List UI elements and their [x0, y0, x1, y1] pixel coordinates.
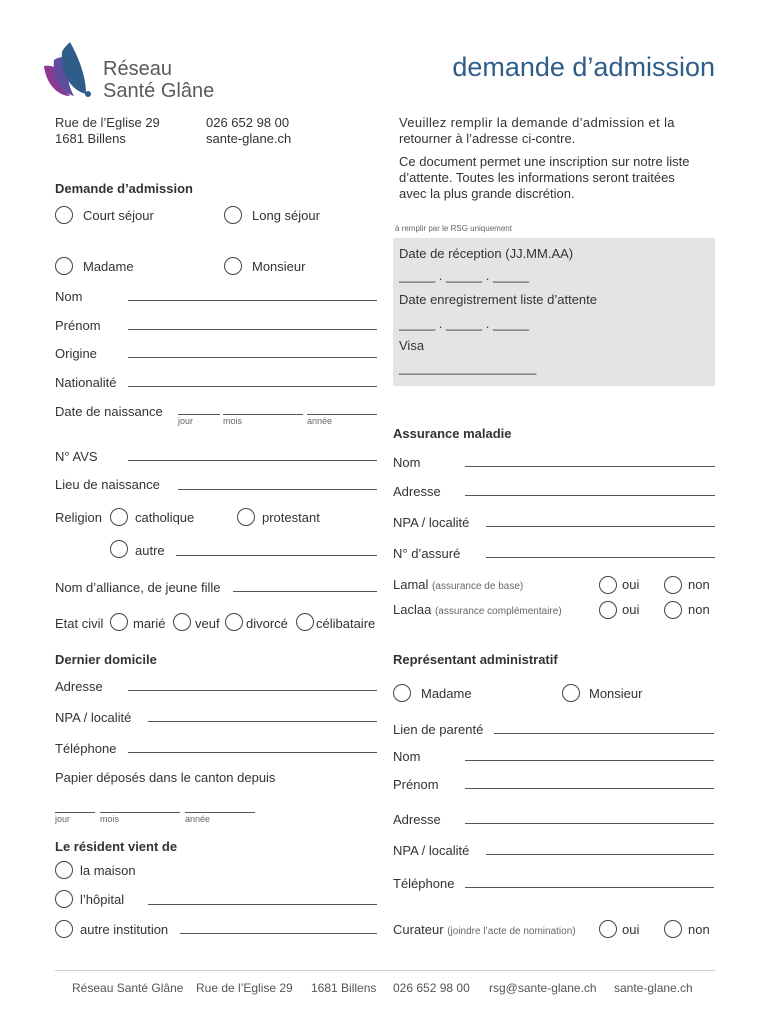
veuf-radio[interactable]: [173, 613, 191, 631]
nom-field[interactable]: [128, 300, 377, 301]
laclaa-oui-radio[interactable]: [599, 601, 617, 619]
laclaa-non-radio[interactable]: [664, 601, 682, 619]
institution-label: autre institution: [80, 922, 169, 937]
rep-telephone-field[interactable]: [465, 887, 714, 888]
intro-line: Veuillez remplir la demande d’admission et la: [399, 115, 675, 130]
mois-caption: mois: [223, 416, 243, 426]
rsg-box: [393, 238, 715, 386]
avs-field[interactable]: [128, 460, 377, 461]
curateur-text: Curateur: [393, 922, 444, 937]
footer-name: Réseau Santé Glâne: [72, 981, 184, 995]
veuf-label: veuf: [195, 616, 220, 631]
assurance-heading: Assurance maladie: [393, 426, 512, 441]
visa-label: Visa: [399, 338, 425, 353]
nationalite-label: Nationalité: [55, 375, 117, 390]
date-naissance-label: Date de naissance: [55, 404, 163, 419]
papier-mois-field[interactable]: [100, 812, 180, 813]
institution-radio[interactable]: [55, 920, 73, 938]
institution-field[interactable]: [180, 933, 377, 934]
assure-label: N° d’assuré: [393, 546, 461, 561]
autre-religion-field[interactable]: [176, 555, 377, 556]
alliance-label: Nom d’alliance, de jeune fille: [55, 580, 221, 595]
madame-radio[interactable]: [55, 257, 73, 275]
rep-adresse-label: Adresse: [393, 812, 441, 827]
rep-prenom-field[interactable]: [465, 788, 714, 789]
curateur-oui-radio[interactable]: [599, 920, 617, 938]
naissance-jour-field[interactable]: [178, 414, 220, 415]
intro-line: d’attente. Toutes les informations seront traitées: [399, 170, 675, 185]
rep-adresse-field[interactable]: [465, 823, 714, 824]
domicile-npa-label: NPA / localité: [55, 710, 132, 725]
lamal-oui-label: oui: [622, 577, 640, 592]
domicile-npa-field[interactable]: [148, 721, 377, 722]
rep-nom-label: Nom: [393, 749, 421, 764]
logo: [40, 38, 100, 100]
rep-monsieur-label: Monsieur: [589, 686, 643, 701]
hopital-radio[interactable]: [55, 890, 73, 908]
divorce-radio[interactable]: [225, 613, 243, 631]
address-city: 1681 Billens: [55, 131, 126, 146]
curateur-oui-label: oui: [622, 922, 640, 937]
domicile-telephone-label: Téléphone: [55, 741, 117, 756]
lien-label: Lien de parenté: [393, 722, 484, 737]
rep-madame-label: Madame: [421, 686, 472, 701]
catholique-radio[interactable]: [110, 508, 128, 526]
rep-telephone-label: Téléphone: [393, 876, 455, 891]
jour-caption: jour: [178, 416, 194, 426]
catholique-label: catholique: [135, 510, 195, 525]
domicile-heading: Dernier domicile: [55, 652, 157, 667]
monsieur-radio[interactable]: [224, 257, 242, 275]
court-sejour-label: Court séjour: [83, 208, 154, 223]
papier-annee-field[interactable]: [185, 812, 255, 813]
footer-web: sante-glane.ch: [614, 981, 693, 995]
nationalite-field[interactable]: [128, 386, 377, 387]
origine-label: Origine: [55, 346, 97, 361]
lamal-text: Lamal: [393, 577, 429, 592]
alliance-field[interactable]: [233, 591, 377, 592]
court-sejour-radio[interactable]: [55, 206, 73, 224]
footer-email: rsg@sante-glane.ch: [489, 981, 597, 995]
curateur-non-radio[interactable]: [664, 920, 682, 938]
enregistrement-blank[interactable]: _____ . _____ . _____: [399, 316, 530, 331]
celibataire-radio[interactable]: [296, 613, 314, 631]
protestant-label: protestant: [262, 510, 320, 525]
assurance-adresse-label: Adresse: [393, 484, 441, 499]
domicile-telephone-field[interactable]: [128, 752, 377, 753]
papier-jour-field[interactable]: [55, 812, 95, 813]
monsieur-label: Monsieur: [252, 259, 306, 274]
curateur-non-label: non: [688, 922, 710, 937]
reception-label: Date de réception (JJ.MM.AA): [399, 246, 574, 261]
reception-blank[interactable]: _____ . _____ . _____: [399, 268, 530, 283]
assurance-npa-label: NPA / localité: [393, 515, 470, 530]
rep-npa-label: NPA / localité: [393, 843, 470, 858]
intro-line: retourner à l’adresse ci-contre.: [399, 131, 576, 146]
footer-phone: 026 652 98 00: [393, 981, 470, 995]
rep-nom-field[interactable]: [465, 760, 714, 761]
assurance-adresse-field[interactable]: [465, 495, 715, 496]
prenom-field[interactable]: [128, 329, 377, 330]
laclaa-non-label: non: [688, 602, 710, 617]
annee-caption: année: [307, 416, 333, 426]
maison-radio[interactable]: [55, 861, 73, 879]
representant-heading: Représentant administratif: [393, 652, 558, 667]
assurance-nom-label: Nom: [393, 455, 421, 470]
long-sejour-radio[interactable]: [224, 206, 242, 224]
admission-heading: Demande d’admission: [55, 181, 193, 196]
resident-heading: Le résident vient de: [55, 839, 178, 854]
domicile-adresse-label: Adresse: [55, 679, 103, 694]
intro-line: Ce document permet une inscription sur notre liste: [399, 154, 690, 169]
lieu-label: Lieu de naissance: [55, 477, 160, 492]
papier-label: Papier déposés dans le canton depuis: [55, 770, 276, 785]
naissance-mois-field[interactable]: [223, 414, 303, 415]
rep-npa-field[interactable]: [486, 854, 714, 855]
assure-field[interactable]: [486, 557, 715, 558]
lamal-non-label: non: [688, 577, 710, 592]
lamal-non-radio[interactable]: [664, 576, 682, 594]
enregistrement-label: Date enregistrement liste d’attente: [399, 292, 597, 307]
brand-name-line2: Santé Glâne: [103, 80, 215, 102]
marie-radio[interactable]: [110, 613, 128, 631]
page-title: demande d’admission: [452, 52, 715, 82]
hopital-label: l’hôpital: [80, 892, 125, 907]
lien-field[interactable]: [494, 733, 714, 734]
rep-prenom-label: Prénom: [393, 777, 439, 792]
papier-jour-caption: jour: [55, 814, 71, 824]
naissance-annee-field[interactable]: [307, 414, 377, 415]
nom-label: Nom: [55, 289, 83, 304]
protestant-radio[interactable]: [237, 508, 255, 526]
prenom-label: Prénom: [55, 318, 101, 333]
etat-civil-label: Etat civil: [55, 616, 104, 631]
marie-label: marié: [133, 616, 166, 631]
address-street: Rue de l’Eglise 29: [55, 115, 160, 130]
madame-label: Madame: [83, 259, 134, 274]
curateur-note: (joindre l’acte de nomination): [447, 926, 576, 937]
footer-street: Rue de l’Eglise 29: [196, 981, 293, 995]
address-phone: 026 652 98 00: [206, 115, 290, 130]
lamal-label: [393, 577, 523, 592]
autre-religion-label: autre: [135, 543, 165, 558]
papier-annee-caption: année: [185, 814, 211, 824]
papier-mois-caption: mois: [100, 814, 120, 824]
celibataire-label: célibataire: [316, 616, 376, 631]
intro-line: avec la plus grande discrétion.: [399, 186, 575, 201]
domicile-adresse-field[interactable]: [128, 690, 377, 691]
visa-blank[interactable]: ___________________: [399, 360, 537, 375]
lieu-field[interactable]: [178, 489, 377, 490]
maison-label: la maison: [80, 863, 136, 878]
assurance-npa-field[interactable]: [486, 526, 715, 527]
religion-label: Religion: [55, 510, 102, 525]
rsg-note: à remplir par le RSG uniquement: [395, 224, 512, 233]
autre-religion-radio[interactable]: [110, 540, 128, 558]
curateur-label: [393, 922, 576, 937]
leaf-logo-icon: [40, 38, 100, 100]
rep-monsieur-radio[interactable]: [562, 684, 580, 702]
address-web: sante-glane.ch: [206, 131, 292, 146]
laclaa-label: [393, 602, 562, 617]
lamal-oui-radio[interactable]: [599, 576, 617, 594]
footer-city: 1681 Billens: [311, 981, 377, 995]
origine-field[interactable]: [128, 357, 377, 358]
divorce-label: divorcé: [246, 616, 288, 631]
brand-name-line1: Réseau: [103, 58, 172, 80]
laclaa-text: Laclaa: [393, 602, 432, 617]
avs-label: N° AVS: [55, 449, 98, 464]
assurance-nom-field[interactable]: [465, 466, 715, 467]
footer-divider: [55, 970, 715, 971]
rep-madame-radio[interactable]: [393, 684, 411, 702]
laclaa-note: (assurance complémentaire): [434, 606, 562, 617]
laclaa-oui-label: oui: [622, 602, 640, 617]
long-sejour-label: Long séjour: [252, 208, 320, 223]
lamal-note: (assurance de base): [432, 581, 524, 592]
hopital-field[interactable]: [148, 904, 377, 905]
